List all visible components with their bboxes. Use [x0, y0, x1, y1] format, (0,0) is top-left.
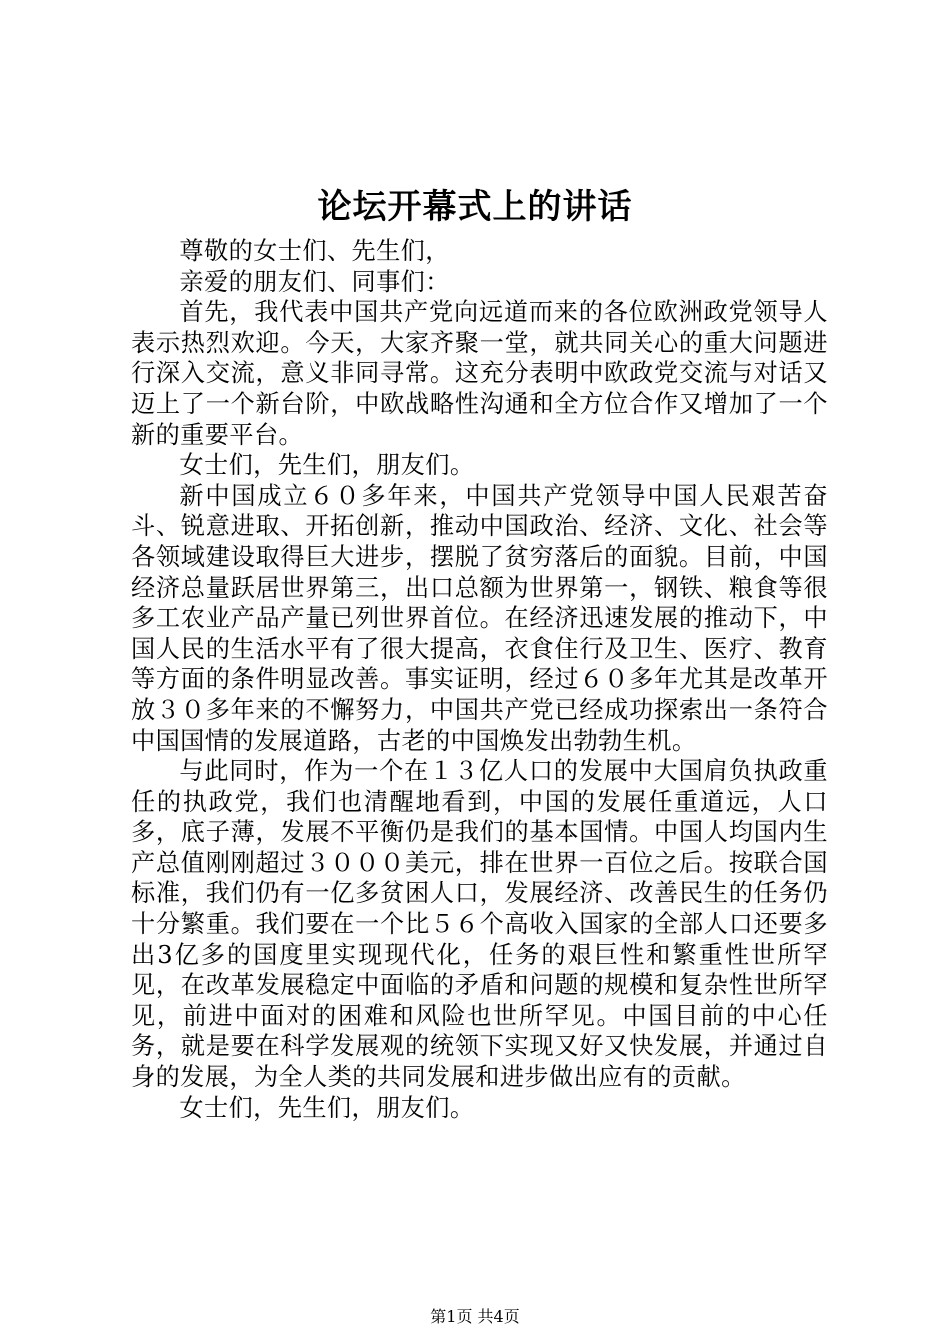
- body-paragraph: 新中国成立６０多年来，中国共产党领导中国人民艰苦奋斗、锐意进取、开拓创新，推动中国政治、经济、文化、社会等各领域建设取得巨大进步，摆脱了贫穷落后的面貌。目前，中国经济总量跃居世界第三，出口总额为世界第一，钢铁、粮食等很多工农业产品产量已列世界首位。在经济迅速发展的推动下，中国人民的生活水平有了很大提高，衣食住行及卫生、医疗、教育等方面的条件明显改善。事实证明，经过６０多年尤其是改革开放３０多年来的不懈努力，中国共产党已经成功探索出一条符合中国国情的发展道路，古老的中国焕发出勃勃生机。: [131, 481, 828, 755]
- body-paragraph: 与此同时，作为一个在１３亿人口的发展中大国肩负执政重任的执政党，我们也清醒地看到，中国的发展任重道远，人口多，底子薄，发展不平衡仍是我们的基本国情。中国人均国内生产总值刚刚超过３０００美元，排在世界一百位之后。按联合国标准，我们仍有一亿多贫困人口，发展经济、改善民生的任务仍十分繁重。我们要在一个比５６个高收入国家的全部人口还要多出3亿多的国度里实现现代化，任务的艰巨性和繁重性世所罕见，在改革发展稳定中面临的矛盾和问题的规模和复杂性世所罕见，前进中面对的困难和风险也世所罕见。中国目前的中心任务，就是要在科学发展观的统领下实现又好又快发展，并通过自身的发展，为全人类的共同发展和进步做出应有的贡献。: [131, 757, 828, 1092]
- salutation-paragraph: 亲爱的朋友们、同事们：: [179, 267, 450, 296]
- address-paragraph: 女士们，先生们，朋友们。: [179, 451, 475, 480]
- document-body: [131, 236, 828, 1123]
- address-paragraph: 女士们，先生们，朋友们。: [179, 1093, 475, 1122]
- body-paragraph: 首先，我代表中国共产党向远道而来的各位欧洲政党领导人表示热烈欢迎。今天，大家齐聚一堂，就共同关心的重大问题进行深入交流，意义非同寻常。这充分表明中欧政党交流与对话又迈上了一个新台阶，中欧战略性沟通和全方位合作又增加了一个新的重要平台。: [131, 298, 828, 449]
- document-title: 论坛开幕式上的讲话: [317, 187, 633, 227]
- salutation-paragraph: 尊敬的女士们、先生们，: [179, 237, 450, 265]
- page-number-footer: 第1页 共4页: [430, 1307, 520, 1326]
